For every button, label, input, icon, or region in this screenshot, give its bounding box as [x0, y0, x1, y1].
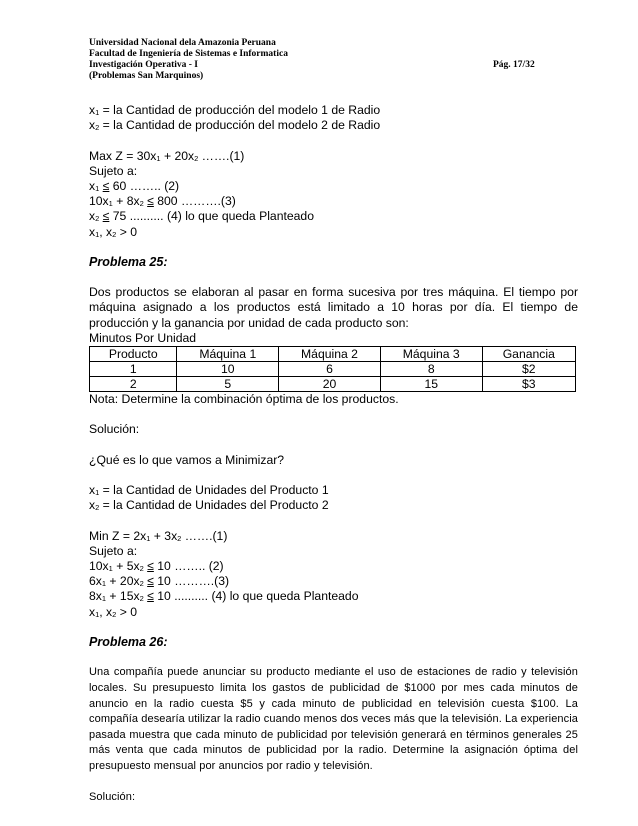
- table-header-row: [90, 347, 576, 362]
- table-caption: Minutos Por Unidad: [89, 330, 197, 345]
- x1-definition: $x_1$ = la Cantidad de Unidades del Producto 1: [89, 483, 329, 498]
- x2-definition: $x_2$ = la Cantidad de Unidades del Producto 2: [89, 498, 329, 513]
- table-row: [90, 377, 576, 392]
- table-cell: 15: [380, 377, 482, 392]
- problem-26-statement: Una compañía puede anunciar su producto mediante el uso de estaciones de radio y televisión locales. Su presupuesto limita los gastos de publicidad de $1000 por mes cada minutos de anuncio en la radio cuesta $5 y cada minuto de publicidad en televisión cuesta $100. La compañía desearía utilizar la radio cuando menos dos veces más que la televisión. La experiencia pasada muestra que cada minuto de publicidad por televisión generará en términos generales 25 más venta que cada minutos de publicidad por la radio. Determine la asignación óptima del presupuesto mensual por anuncios por radio y televisión.: [89, 666, 578, 772]
- constraint-3: $8x_1 + 15x_2 \le 10$ .......... (4) lo que queda Planteado: [89, 589, 359, 604]
- constraint-1: $x_1 \le 60$ …….. (2): [89, 178, 180, 193]
- table-cell: $2: [482, 362, 575, 377]
- objective-function: Min $Z = 2x_1 + 3x_2$ …….(1): [89, 528, 228, 543]
- page-header: [89, 38, 288, 82]
- minimize-question: ¿Qué es lo que vamos a Minimizar?: [89, 452, 285, 467]
- table-cell: 1: [90, 362, 177, 377]
- table-header-cell: Máquina 2: [279, 347, 381, 362]
- table-cell: 6: [279, 362, 381, 377]
- document-body: [89, 103, 578, 805]
- table-header-cell: Producto: [90, 347, 177, 362]
- table-cell: 20: [279, 377, 381, 392]
- non-negativity: $x_1$, $x_2 > 0$: [89, 604, 137, 619]
- table-row: [90, 362, 576, 377]
- header-course: Investigación Operativa - I: [89, 60, 198, 70]
- table-header-cell: Máquina 3: [380, 347, 482, 362]
- subject-to: Sujeto a:: [89, 543, 138, 558]
- problem-25-note: Nota: Determine la combinación óptima de los productos.: [89, 392, 399, 407]
- constraint-1: $10x_1 + 5x_2 \le 10$ …….. (2): [89, 559, 224, 574]
- table-cell: $3: [482, 377, 575, 392]
- constraint-3: $x_2 \le 75$ .......... (4) lo que queda Planteado: [89, 209, 314, 224]
- problem-25-title: Problema 25:: [89, 254, 168, 269]
- solution-label: Solución:: [89, 790, 136, 803]
- subject-to: Sujeto a:: [89, 163, 138, 178]
- header-university: Universidad Nacional dela Amazonia Peruana: [89, 38, 276, 48]
- table-cell: 2: [90, 377, 177, 392]
- x2-definition: $x_2$ = la Cantidad de producción del modelo 2 de Radio: [89, 118, 381, 133]
- solution-label: Solución:: [89, 422, 140, 437]
- constraint-2: $6x_1 + 20x_2 \le 10$ ……….(3): [89, 574, 230, 589]
- table-cell: 8: [380, 362, 482, 377]
- non-negativity: $x_1$, $x_2 > 0$: [89, 224, 137, 239]
- problem-25-statement: Dos productos se elaboran al pasar en forma sucesiva por tres máquina. El tiempo por máquina asignado a los productos está limitado a 10 horas por día. El tiempo de producción y la ganancia por unidad de cada producto son:: [89, 285, 578, 330]
- table-header-cell: Ganancia: [482, 347, 575, 362]
- constraint-2: $10x_1 + 8x_2 \le 800$ ……….(3): [89, 194, 236, 209]
- page-number: Pág. 17/32: [493, 60, 535, 70]
- x1-definition: $x_1$ = la Cantidad de producción del modelo 1 de Radio: [89, 103, 381, 117]
- objective-function: Max $Z = 30x_1 + 20x_2$ …….(1): [89, 148, 245, 163]
- problem-26-title: Problema 26:: [89, 635, 168, 650]
- table-header-cell: Máquina 1: [177, 347, 279, 362]
- production-table: [89, 346, 576, 392]
- table-cell: 5: [177, 377, 279, 392]
- header-faculty: Facultad de Ingeniería de Sistemas e Informatica: [89, 49, 288, 59]
- header-subtitle: (Problemas San Marquinos): [89, 71, 204, 81]
- table-cell: 10: [177, 362, 279, 377]
